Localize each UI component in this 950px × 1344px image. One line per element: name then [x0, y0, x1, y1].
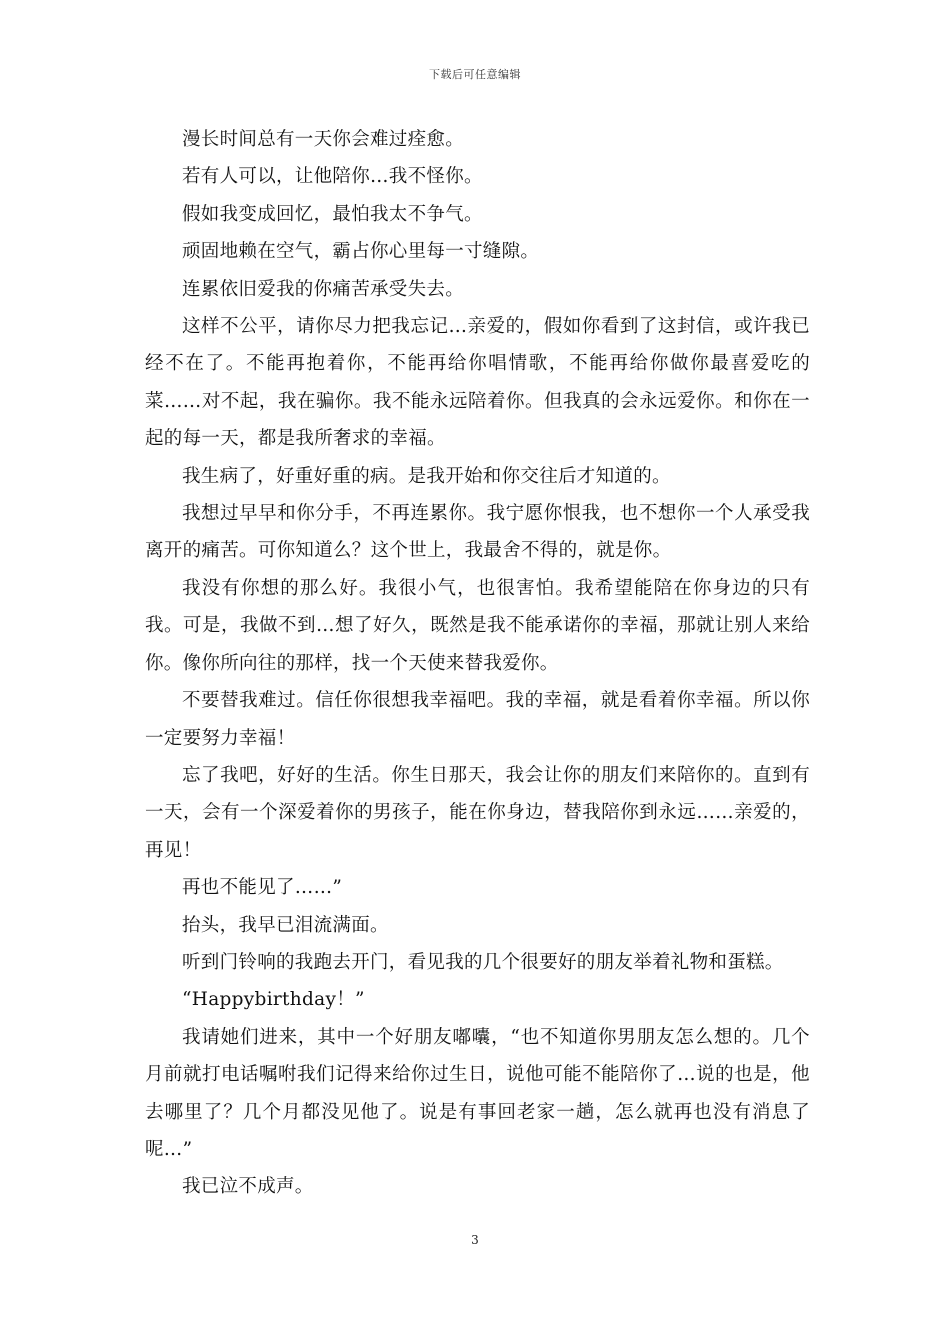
paragraph: 我想过早早和你分手，不再连累你。我宁愿你恨我，也不想你一个人承受我离开的痛苦。可你知道么？这个世上，我最舍不得的，就是你。	[145, 503, 810, 562]
paragraph: 连累依旧爱我的你痛苦承受失去。	[182, 278, 465, 300]
paragraph: “Happybirthday！”	[182, 989, 365, 1011]
paragraph: 忘了我吧，好好的生活。你生日那天，我会让你的朋友们来陪你的。直到有一天，会有一个深爱着你的男孩子，能在你身边，替我陪你到永远……亲爱的，再见！	[145, 764, 810, 861]
paragraph: 漫长时间总有一天你会难过痊愈。	[182, 129, 465, 150]
paragraph: 假如我变成回忆，最怕我太不争气。	[182, 203, 483, 225]
paragraph: 再也不能见了……”	[182, 877, 343, 899]
paragraph: 抬头，我早已泪流满面。	[182, 914, 389, 936]
paragraph: 这样不公平，请你尽力把我忘记…亲爱的，假如你看到了这封信，或许我已经不在了。不能再抱着你，不能再给你唱情歌，不能再给你做你最喜爱吃的菜……对不起，我在骗你。我不能永远陪着你。但我真的会永远爱你。和你在一起的每一天，都是我所奢求的幸福。	[145, 316, 810, 450]
paragraph: 我没有你想的那么好。我很小气，也很害怕。我希望能陪在你身边的只有我。可是，我做不到…想了好久，既然是我不能承诺你的幸福，那就让别人来给你。像你所向往的那样，找一个天使来替我爱你。	[145, 577, 810, 674]
paragraph: 若有人可以，让他陪你…我不怪你。	[182, 166, 483, 188]
page-header: 下载后可任意编辑	[429, 68, 521, 81]
paragraph: 我请她们进来，其中一个好朋友嘟囔，“也不知道你男朋友怎么想的。几个月前就打电话嘱咐我们记得来给你过生日，说他可能不能陪你了…说的也是，他去哪里了？几个月都没见他了。说是有事回老家一趟，怎么就再也没有消息了呢…”	[145, 1026, 810, 1160]
paragraph: 听到门铃响的我跑去开门，看见我的几个很要好的朋友举着礼物和蛋糕。	[182, 951, 784, 973]
paragraph: 我生病了，好重好重的病。是我开始和你交往后才知道的。	[182, 465, 671, 487]
paragraph: 顽固地赖在空气，霸占你心里每一寸缝隙。	[182, 241, 540, 263]
paragraph: 我已泣不成声。	[182, 1176, 314, 1198]
page-number: 3	[471, 1233, 479, 1247]
paragraph: 不要替我难过。信任你很想我幸福吧。我的幸福，就是看着你幸福。所以你一定要努力幸福！	[145, 690, 810, 749]
document-body	[145, 121, 810, 1206]
